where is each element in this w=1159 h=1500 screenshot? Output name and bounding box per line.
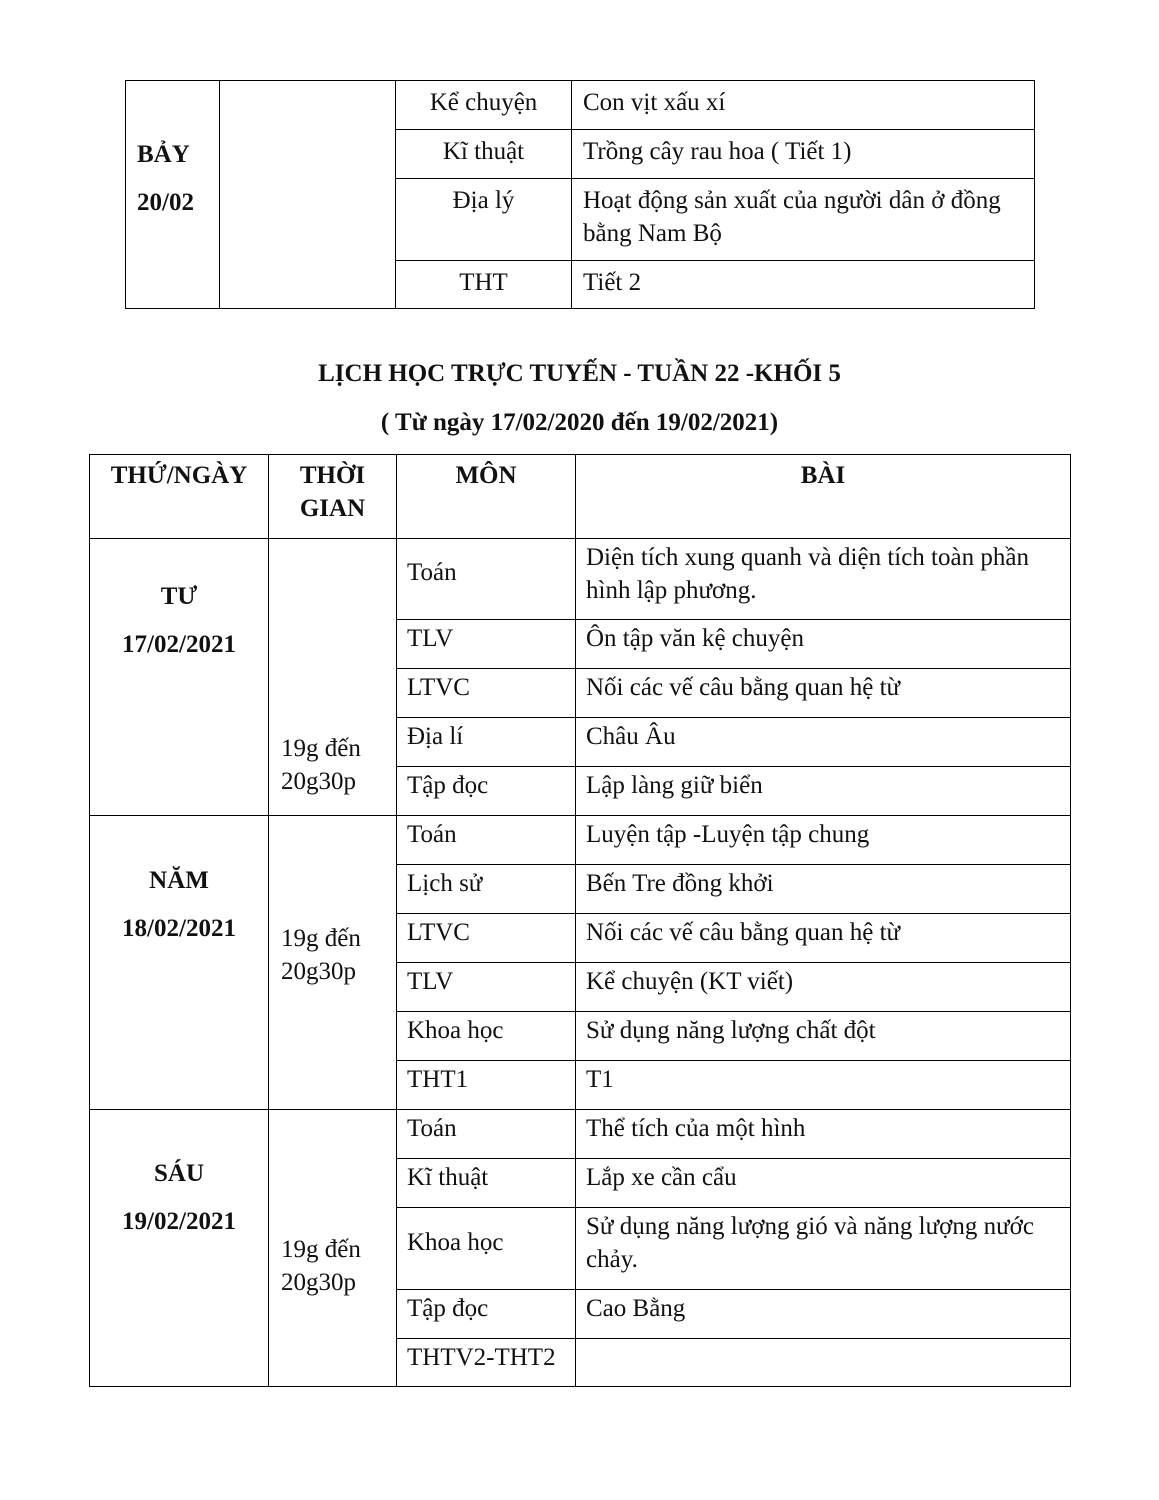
lesson-cell: Trồng cây rau hoa ( Tiết 1) xyxy=(572,130,1035,179)
table-row xyxy=(90,539,1071,620)
subject-cell: Kể chuyện xyxy=(396,81,572,130)
lesson-cell: Luyện tập -Luyện tập chung xyxy=(576,816,1071,865)
day-cell xyxy=(90,816,269,1110)
lesson-cell: Cao Bằng xyxy=(576,1290,1071,1339)
subject-cell: Toán xyxy=(397,816,576,865)
day-name: BẢY xyxy=(137,141,190,168)
lesson-cell: Kể chuyện (KT viết) xyxy=(576,963,1071,1012)
subject-cell: TLV xyxy=(397,620,576,669)
lesson-cell: Sử dụng năng lượng gió và năng lượng nước chảy. xyxy=(576,1208,1071,1290)
day-date: 20/02 xyxy=(137,189,194,216)
header-row xyxy=(90,455,1071,539)
day-name: SÁU xyxy=(153,1160,204,1187)
subject-cell: Khoa học xyxy=(397,1208,576,1290)
subject-cell: TLV xyxy=(397,963,576,1012)
subject-cell: THTV2-THT2 xyxy=(397,1339,576,1387)
time-range: 19g đến 20g30p xyxy=(281,925,361,985)
subject-cell: Khoa học xyxy=(397,1012,576,1061)
day-cell xyxy=(90,1110,269,1387)
header-lesson: BÀI xyxy=(576,455,1071,539)
time-range: 19g đến 20g30p xyxy=(281,1236,361,1296)
time-cell xyxy=(269,539,397,816)
page-subtitle: ( Từ ngày 17/02/2020 đến 19/02/2021) xyxy=(380,409,779,436)
subject-cell: LTVC xyxy=(397,914,576,963)
time-range: 19g đến 20g30p xyxy=(281,735,361,795)
subject-cell: Địa lý xyxy=(396,179,572,261)
day-name: TƯ xyxy=(160,583,198,610)
lesson-cell: Ôn tập văn kệ chuyện xyxy=(576,620,1071,669)
subject-cell: Toán xyxy=(397,539,576,620)
page-title: LỊCH HỌC TRỰC TUYẾN - TUẦN 22 -KHỐI 5 xyxy=(318,360,841,387)
subject-cell: Tập đọc xyxy=(397,1290,576,1339)
subject-cell: Kĩ thuật xyxy=(397,1159,576,1208)
time-cell xyxy=(220,81,396,309)
lesson-cell: Diện tích xung quanh và diện tích toàn phần hình lập phương. xyxy=(576,539,1071,620)
table-row xyxy=(90,1110,1071,1159)
lesson-cell: Nối các vế câu bằng quan hệ từ xyxy=(576,914,1071,963)
header-subject: MÔN xyxy=(397,455,576,539)
lesson-cell: Hoạt động sản xuất của người dân ở đồng bằng Nam Bộ xyxy=(572,179,1035,261)
day-name: NĂM xyxy=(149,867,209,894)
lesson-cell: Lập làng giữ biển xyxy=(576,767,1071,816)
lesson-cell: Bến Tre đồng khởi xyxy=(576,865,1071,914)
lesson-cell: Tiết 2 xyxy=(572,261,1035,309)
subject-cell: Lịch sử xyxy=(397,865,576,914)
day-date: 18/02/2021 xyxy=(122,915,236,942)
lesson-cell: Nối các vế câu bằng quan hệ từ xyxy=(576,669,1071,718)
header-time: THỜI GIAN xyxy=(269,455,397,539)
lesson-cell: T1 xyxy=(576,1061,1071,1110)
lesson-cell xyxy=(576,1339,1071,1387)
schedule-table xyxy=(89,454,1071,1387)
lesson-cell: Thể tích của một hình xyxy=(576,1110,1071,1159)
subject-cell: Tập đọc xyxy=(397,767,576,816)
day-cell xyxy=(90,539,269,816)
schedule-table-continuation xyxy=(125,80,1035,309)
day-date: 17/02/2021 xyxy=(122,631,236,658)
subject-cell: Địa lí xyxy=(397,718,576,767)
lesson-cell: Lắp xe cần cẩu xyxy=(576,1159,1071,1208)
lesson-cell: Sử dụng năng lượng chất đột xyxy=(576,1012,1071,1061)
subject-cell: Toán xyxy=(397,1110,576,1159)
lesson-cell: Con vịt xấu xí xyxy=(572,81,1035,130)
table-row xyxy=(90,816,1071,865)
day-cell xyxy=(126,81,220,309)
header-day: THỨ/NGÀY xyxy=(90,455,269,539)
subject-cell: LTVC xyxy=(397,669,576,718)
subject-cell: THT xyxy=(396,261,572,309)
subject-cell: THT1 xyxy=(397,1061,576,1110)
subject-cell: Kĩ thuật xyxy=(396,130,572,179)
lesson-cell: Châu Âu xyxy=(576,718,1071,767)
time-cell xyxy=(269,816,397,1110)
time-cell xyxy=(269,1110,397,1387)
day-date: 19/02/2021 xyxy=(122,1208,236,1235)
